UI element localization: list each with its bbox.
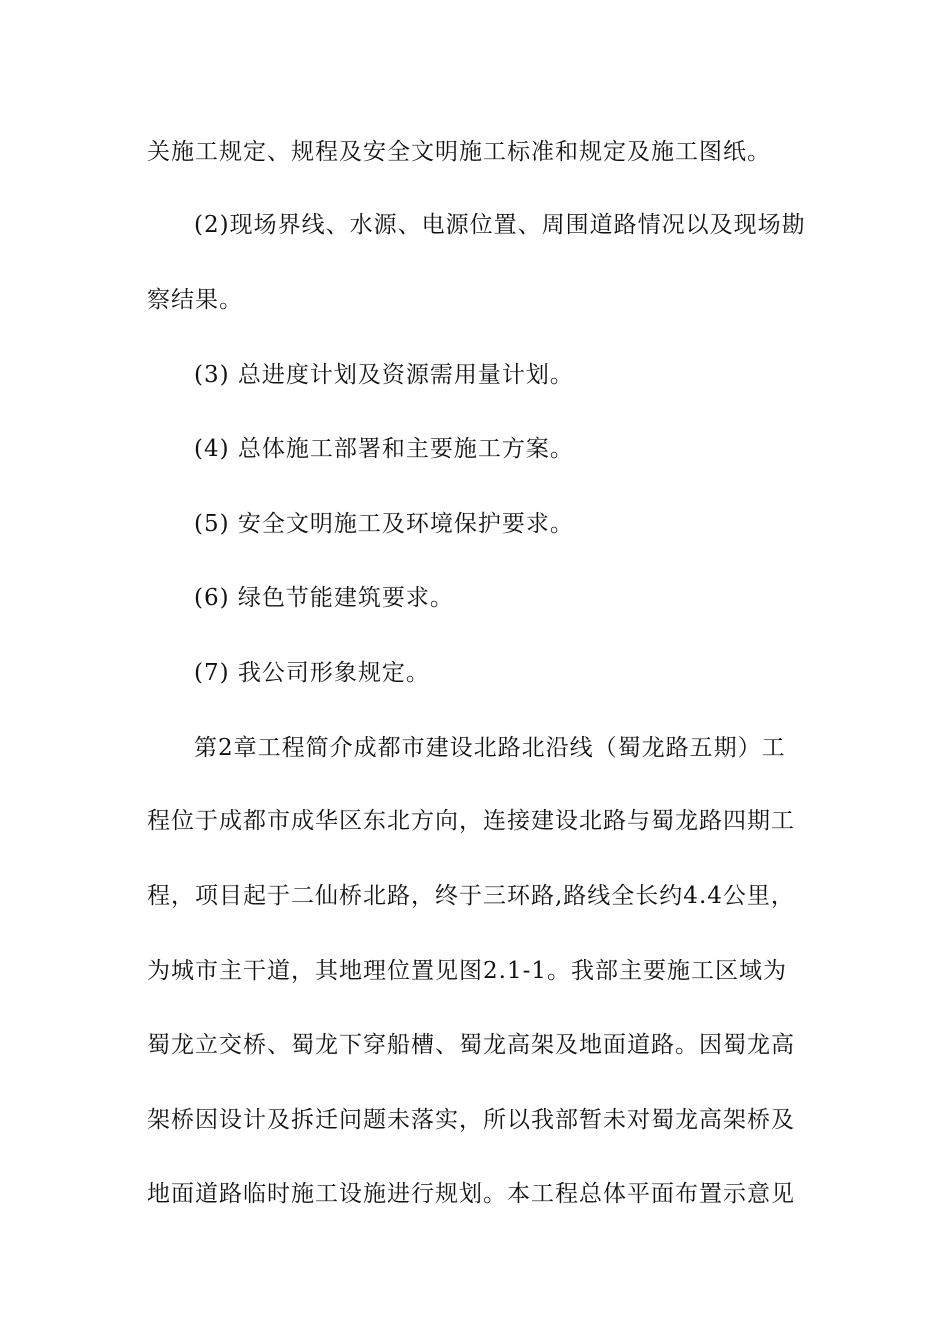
text-line-5: (4) 总体施工部署和主要施工方案。 [194, 436, 574, 462]
text-line-3: 察结果。 [147, 287, 243, 313]
text-line-10: 程位于成都市成华区东北方向，连接建设北路与蜀龙路四期工 [147, 808, 795, 834]
text-line-1: 关施工规定、规程及安全文明施工标准和规定及施工图纸。 [147, 139, 771, 165]
text-line-14: 架桥因设计及拆迁问题未落实，所以我部暂未对蜀龙高架桥及 [147, 1107, 795, 1133]
text-line-11: 程，项目起于二仙桥北路，终于三环路,路线全长约4.4公里， [147, 883, 795, 909]
text-line-13: 蜀龙立交桥、蜀龙下穿船槽、蜀龙高架及地面道路。因蜀龙高 [147, 1032, 795, 1058]
text-line-9: 第2章工程简介成都市建设北路北沿线（蜀龙路五期）工 [194, 735, 786, 761]
text-line-12: 为城市主干道，其地理位置见图2.1-1。我部主要施工区域为 [147, 958, 787, 984]
text-line-8: (7) 我公司形象规定。 [194, 660, 430, 686]
text-line-2: (2)现场界线、水源、电源位置、周围道路情况以及现场勘 [194, 212, 806, 238]
text-line-6: (5) 安全文明施工及环境保护要求。 [194, 511, 574, 537]
text-line-7: (6) 绿色节能建筑要求。 [194, 585, 454, 611]
text-line-4: (3) 总进度计划及资源需用量计划。 [194, 362, 574, 388]
text-line-15: 地面道路临时施工设施进行规划。本工程总体平面布置示意见 [147, 1181, 795, 1207]
